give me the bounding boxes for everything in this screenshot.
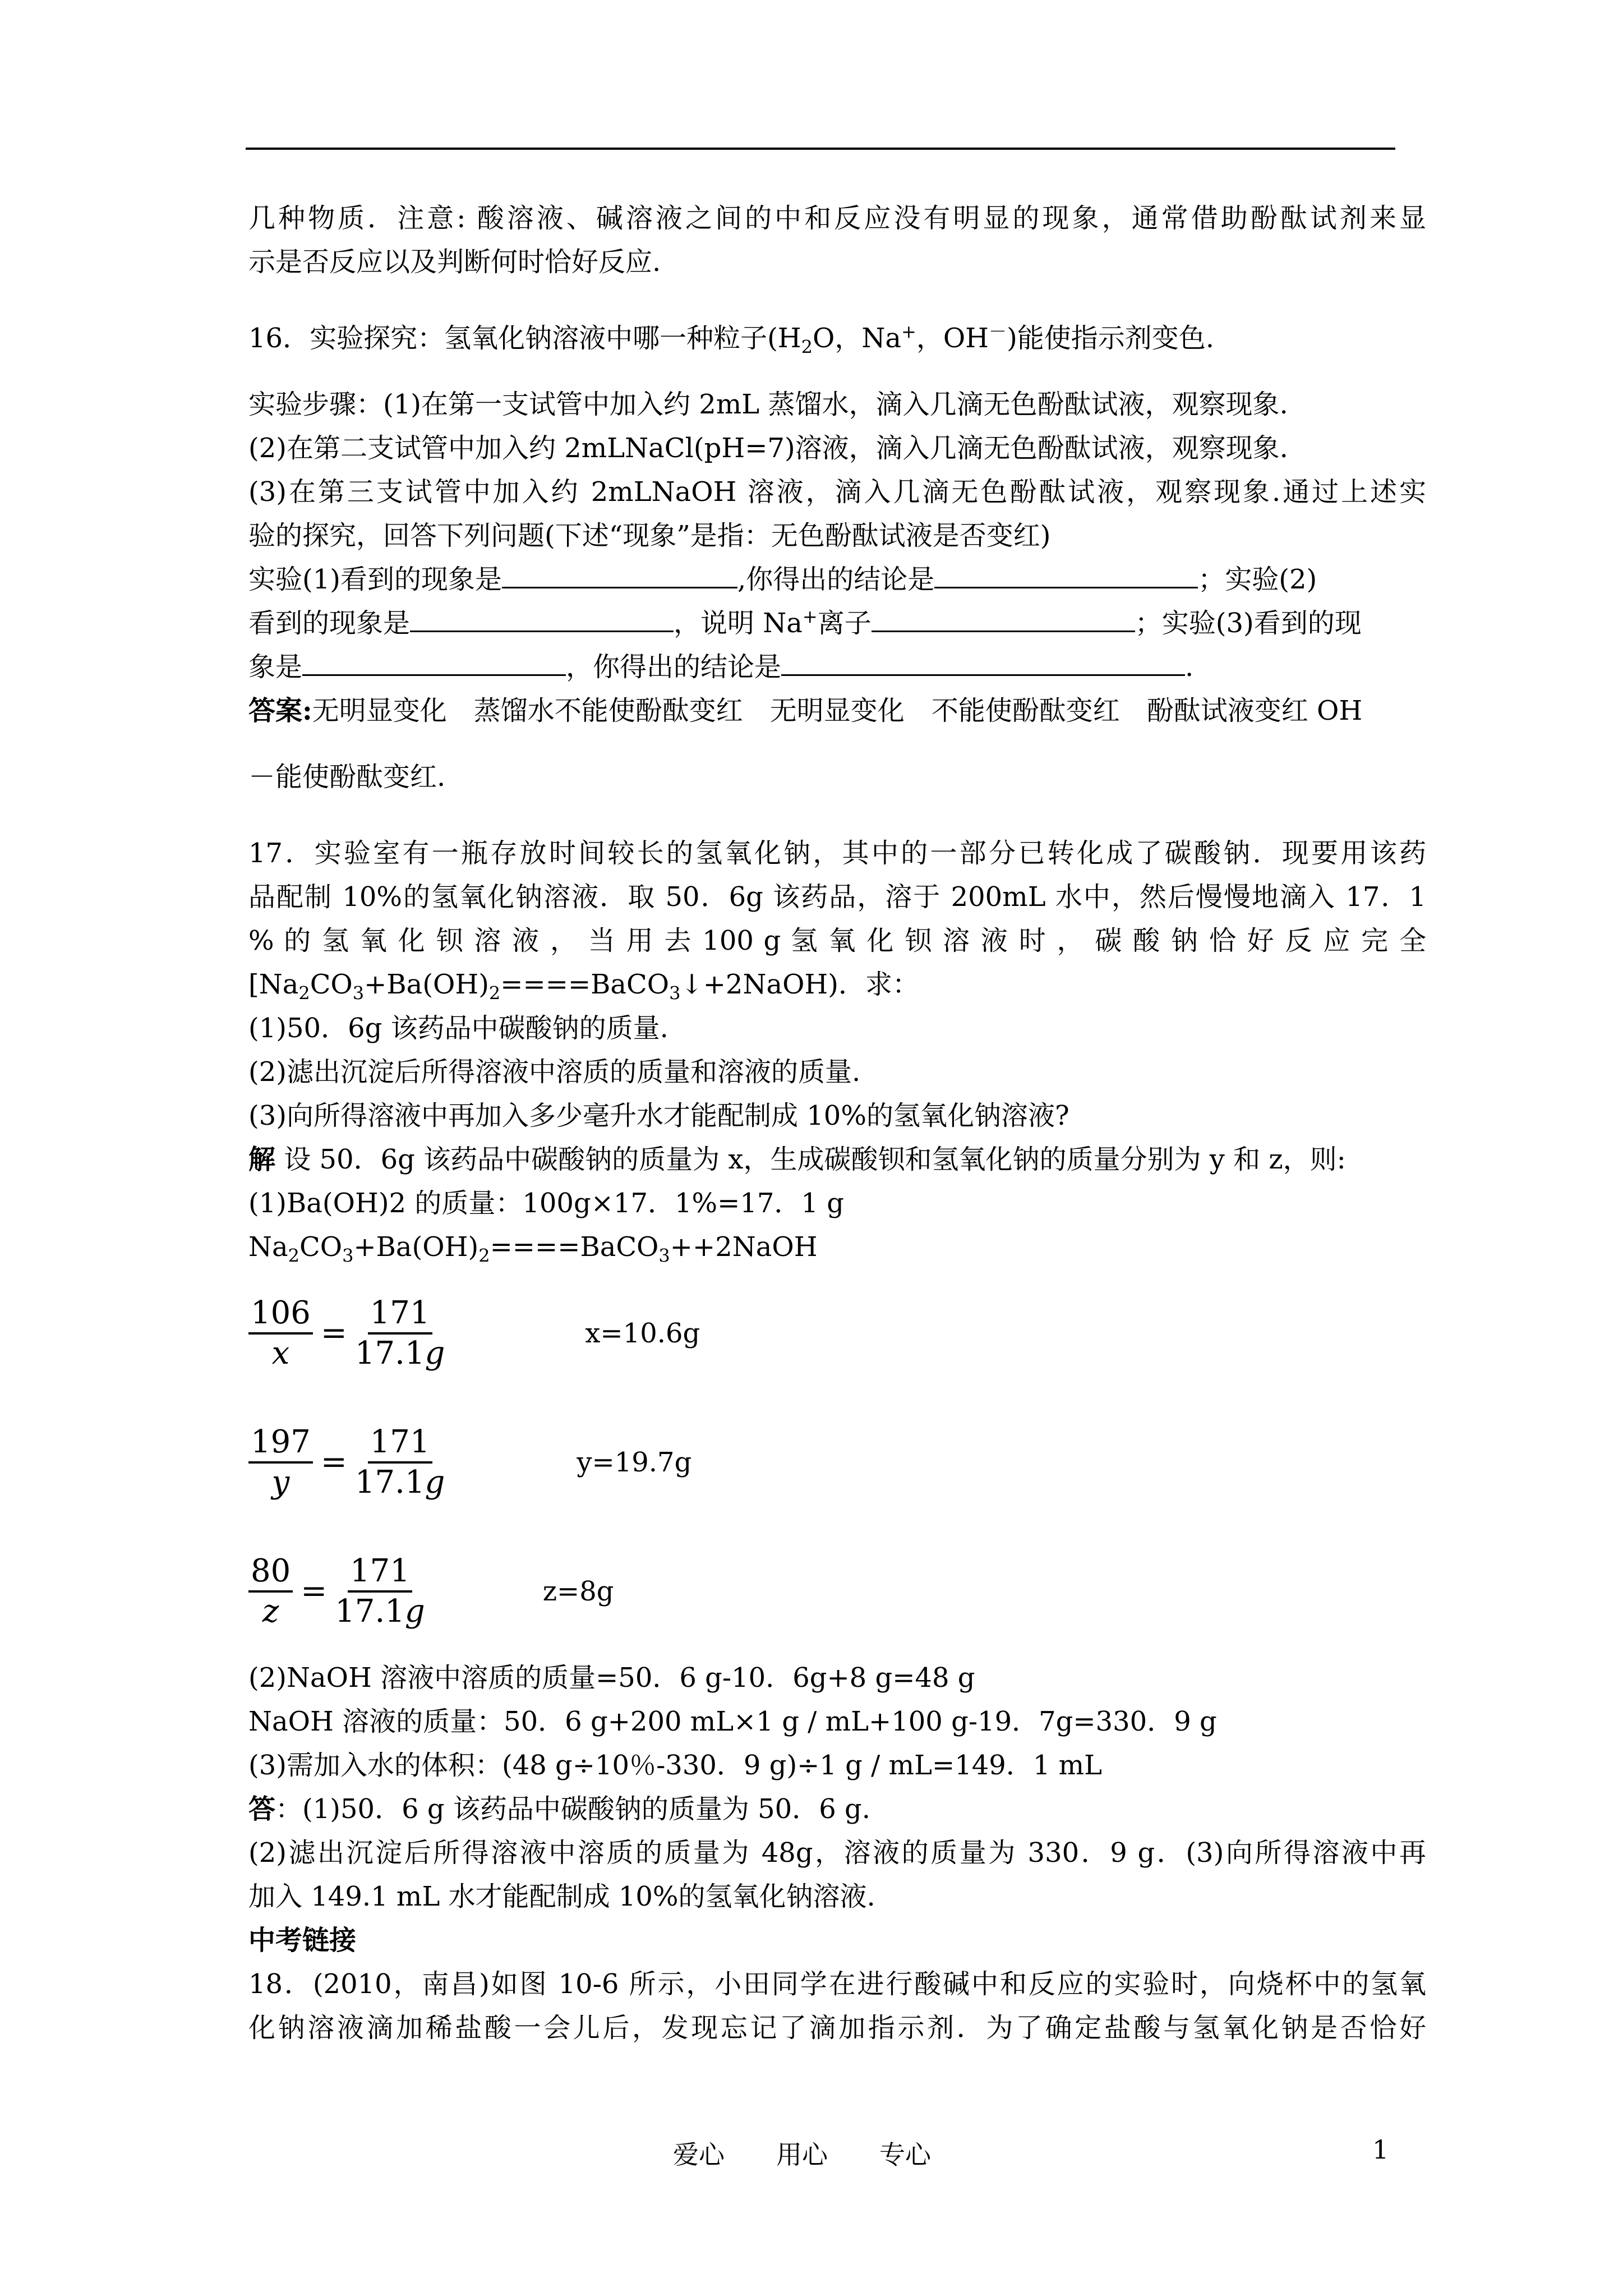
answer-blank[interactable] xyxy=(410,601,674,632)
answer-17: 答：(1)50．6 g 该药品中碳酸钠的质量为 50．6 g. xyxy=(248,1793,870,1825)
answer-16-cont: －能使酚酞变红. xyxy=(248,761,446,793)
fraction: $\frac{171}{17.1g}$ xyxy=(354,1295,445,1372)
answer-blank[interactable] xyxy=(302,645,566,676)
answer-16: 答案:无明显变化 蒸馏水不能使酚酞变红 无明显变化 不能使酚酞变红 酚酞试液变红 OH xyxy=(248,695,1363,726)
solution-step: (2)NaOH 溶液中溶质的质量=50．6 g-10．6g+8 g=48 g xyxy=(248,1662,975,1694)
answer-blank[interactable] xyxy=(934,558,1198,588)
solution-step: (1)Ba(OH)2 的质量：100g×17．1%=17．1 g xyxy=(248,1188,844,1219)
solution-step: NaOH 溶液的质量：50．6 g+200 mL×1 g / mL+100 g-19．7g=330．9 g xyxy=(248,1706,1217,1737)
step-1: 实验步骤：(1)在第一支试管中加入约 2mL 蒸馏水，滴入几滴无色酚酞试液，观察现象. xyxy=(248,389,1288,420)
question-17: 17．实验室有一瓶存放时间较长的氢氧化钠，其中的一部分已转化成了碳酸钠．现要用该药 xyxy=(248,838,1426,869)
text-line: 化钠溶液滴加稀盐酸一会儿后，发现忘记了滴加指示剂．为了确定盐酸与氢氧化钠是否恰好 xyxy=(248,2012,1426,2044)
sub-question: (2)滤出沉淀后所得溶液中溶质的质量和溶液的质量. xyxy=(248,1056,861,1088)
reaction-equation: $[Na_2CO_3+Ba(OH)_2====BaCO_3↓+2NaOH)$．求： xyxy=(248,969,920,1004)
answer-blank[interactable] xyxy=(781,645,1185,676)
step-2: (2)在第二支试管中加入约 2mLNaCl(pH=7)溶液，滴入几滴无色酚酞试液，观察现象. xyxy=(248,432,1288,464)
sub-question: (1)50．6g 该药品中碳酸钠的质量. xyxy=(248,1013,668,1044)
fraction: $\frac{197}{y}$ xyxy=(248,1423,313,1502)
header-rule xyxy=(246,148,1395,150)
solution-intro: 解 设 50．6g 该药品中碳酸钠的质量为 x，生成碳酸钡和氢氧化钠的质量分别为 y 和 z，则: xyxy=(248,1144,1346,1175)
solution-equation: $Na_2CO_3+Ba(OH)_2====BaCO_3++2NaOH$ xyxy=(248,1231,818,1267)
step-3: (3)在第三支试管中加入约 2mLNaOH 溶液，滴入几滴无色酚酞试液，观察现象.通过上述实 xyxy=(248,476,1426,508)
footer-text: 爱心 用心 专心 xyxy=(673,2139,931,2170)
answer-blank[interactable] xyxy=(872,601,1135,632)
text-line: 加入 149.1 mL 水才能配制成 10%的氢氧化钠溶液. xyxy=(248,1881,875,1912)
text-line: 品配制 10%的氢氧化钠溶液．取 50．6g 该药品，溶于 200mL 水中，然后慢慢地滴入 17．1 xyxy=(248,881,1426,913)
fill-line-1: 实验(1)看到的现象是 ,你得出的结论是 ；实验(2) xyxy=(248,558,1426,601)
fraction: $\frac{106}{x}$ xyxy=(248,1294,313,1373)
fill-line-2: 看到的现象是 ，说明 Na+离子 ；实验(3)看到的现 xyxy=(248,601,1426,645)
section-heading: 中考链接 xyxy=(248,1925,357,1956)
proportion-z: $\frac{80}{z}$ = $\frac{171}{17.1g}$ z=8g xyxy=(248,1527,1426,1656)
step-3-cont: 验的探究，回答下列问题(下述“现象”是指：无色酚酞试液是否变红) xyxy=(248,520,1051,551)
fraction: $\frac{171}{17.1g}$ xyxy=(354,1424,445,1501)
proportion-y: $\frac{197}{y}$ = $\frac{171}{17.1g}$ y=19.7g xyxy=(248,1398,1426,1527)
question-18: 18．(2010，南昌)如图 10-6 所示，小田同学在进行酸碱中和反应的实验时，向烧杯中的氢氧 xyxy=(248,1968,1426,2000)
text-line: (2)滤出沉淀后所得溶液中溶质的质量为 48g，溶液的质量为 330．9 g．(3)向所得溶液中再 xyxy=(248,1837,1426,1869)
fraction: $\frac{171}{17.1g}$ xyxy=(335,1553,425,1630)
answer-blank[interactable] xyxy=(502,558,737,588)
solution-step: (3)需加入水的体积：(48 g÷10％-330．9 g)÷1 g / mL=149．1 mL xyxy=(248,1750,1103,1781)
text-line: 几种物质．注意: 酸溶液、碱溶液之间的中和反应没有明显的现象，通常借助酚酞试剂来显 xyxy=(248,203,1426,234)
text-line: 示是否反应以及判断何时恰好反应. xyxy=(248,246,661,278)
sub-question: (3)向所得溶液中再加入多少毫升水才能配制成 10%的氢氧化钠溶液? xyxy=(248,1100,1069,1131)
text-line: % 的 氢 氧 化 钡 溶 液 ， 当 用 去 100 g 氢 氧 化 钡 溶 液 时 ， 碳 酸 钠 恰 好 反 应 完 全 xyxy=(248,925,1426,956)
fraction: $\frac{80}{z}$ xyxy=(248,1552,293,1631)
page-content xyxy=(248,196,1426,2050)
question-16: 16．实验探究：氢氧化钠溶液中哪一种粒子($H_2O$，Na+，OH－)能使指示剂变色. xyxy=(248,321,1215,358)
fill-line-3: 象是 ，你得出的结论是 . xyxy=(248,645,1426,689)
page-number: 1 xyxy=(1372,2134,1389,2165)
proportion-x: $\frac{106}{x}$ = $\frac{171}{17.1g}$ x=10.6g xyxy=(248,1269,1426,1398)
